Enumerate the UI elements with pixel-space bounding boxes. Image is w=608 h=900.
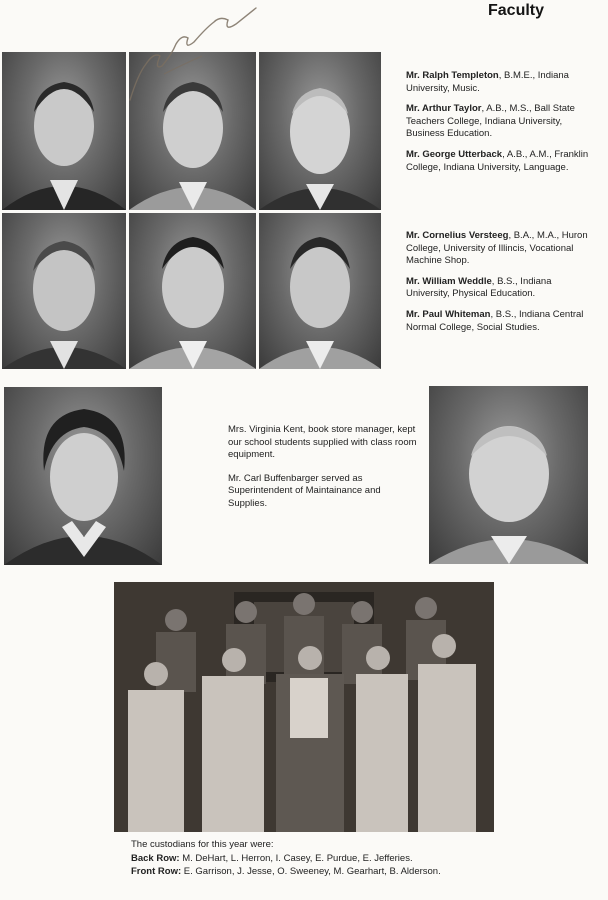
faculty-details: , B.A., M.A., Huron College, University of Illincis, Vocational Machine Shop. <box>406 230 588 267</box>
faculty-entry <box>406 70 590 95</box>
portrait-photo-versteeg <box>2 213 126 369</box>
faculty-name: Mr. William Weddle <box>406 275 492 287</box>
back-row-names: M. DeHart, L. Herron, I. Casey, E. Purdue, E. Jefferies. <box>179 852 413 864</box>
faculty-name: Mr. George Utterback <box>406 148 503 160</box>
faculty-entry <box>406 309 590 334</box>
faculty-name: Mr. Paul Whiteman <box>406 308 491 320</box>
faculty-details: , B.S., Indiana University, Physical Education. <box>406 275 552 300</box>
faculty-details: , A.B., A.M., Franklin College, Indiana University, Language. <box>406 148 589 173</box>
faculty-details: , A.B., M.S., Ball State Teachers College, Indiana University, Business Education. <box>406 103 575 140</box>
portrait-photo-kent <box>4 387 162 565</box>
faculty-details: , B.S., Indiana Central Normal College, Social Studies. <box>406 308 584 333</box>
custodians-front-row <box>131 865 511 879</box>
faculty-name: Mr. Cornelius Versteeg <box>406 230 509 241</box>
faculty-details: , B.M.E., Indiana University, Music. <box>406 70 569 94</box>
faculty-entry <box>406 103 590 141</box>
custodians-intro: The custodians for this year were: <box>131 839 274 850</box>
faculty-entry <box>406 276 590 301</box>
portrait-photo-buffenbarger <box>429 386 588 564</box>
custodians-caption <box>131 838 511 879</box>
front-row-label: Front Row: <box>131 866 182 877</box>
portrait-photo-taylor <box>129 52 256 210</box>
faculty-entry <box>406 149 590 174</box>
portrait-photo-utterback <box>259 52 381 210</box>
front-row-names: E. Garrison, J. Jesse, O. Sweeney, M. Gearhart, B. Alderson. <box>181 866 441 877</box>
portrait-photo-weddle <box>129 213 256 369</box>
portrait-photo-templeton <box>2 52 126 210</box>
page-heading: Faculty <box>488 2 545 19</box>
faculty-name: Mr. Arthur Taylor <box>406 103 482 115</box>
staff-caption-buffenbarger: Mr. Carl Buffenbarger served as Superintendent of Maintainance and Supplies. <box>228 472 381 509</box>
faculty-name: Mr. Ralph Templeton <box>406 70 499 81</box>
portrait-photo-whiteman <box>259 213 381 369</box>
back-row-label: Back Row: <box>131 852 180 864</box>
staff-caption-kent: Mrs. Virginia Kent, book store manager, kept our school students supplied with class room equipment. <box>228 424 417 461</box>
custodians-group-photo <box>114 582 494 832</box>
custodians-back-row <box>131 852 511 866</box>
faculty-entry <box>406 230 590 268</box>
